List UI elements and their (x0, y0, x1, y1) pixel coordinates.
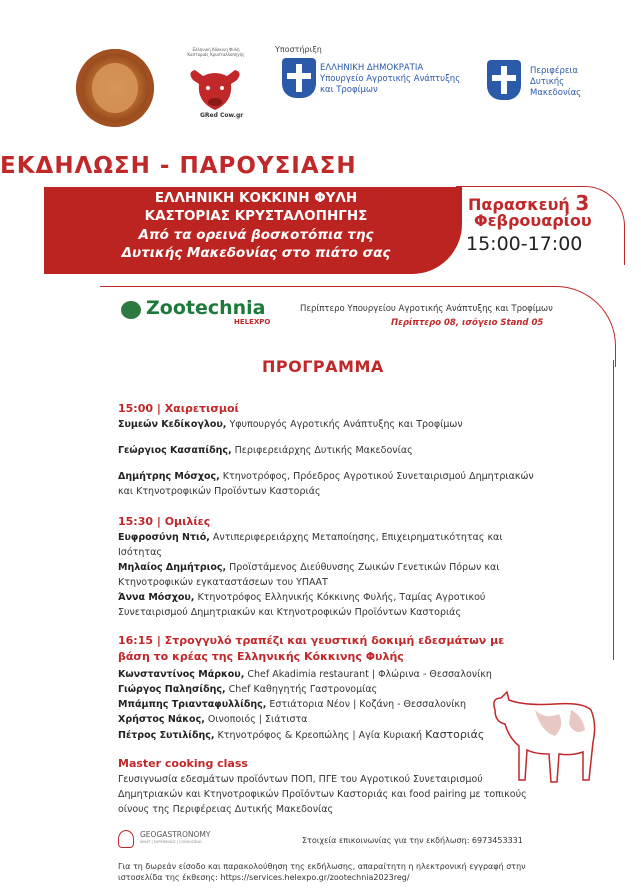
event-title: ΕΚΔΗΛΩΣΗ - ΠΑΡΟΥΣΙΑΣΗ (0, 153, 357, 179)
pavilion-line-2: Περίπτερο 08, ισόγειο Stand 05 (391, 318, 544, 328)
program-entry: Ευφροσύνη Ντιό, Αντιπεριφερειάρχης Μεταποίησης, Επιχειρηματικότητας και Ισότητας (118, 532, 503, 558)
support-label: Υποστήριξη (275, 45, 322, 54)
zootechnia-logo: Zootechnia (146, 297, 266, 319)
program-entry: Γιώργος Παλησίδης, Chef Καθηγητής Γαστρονομίας (118, 684, 378, 695)
helexpo-label: HELEXPO (234, 318, 271, 326)
master-class-text: Γευσιγνωσία εδεσμάτων προϊόντων ΠΟΠ, ΠΓΕ του Αγροτικού Συνεταιρισμού Δημητριακών και Κτηνοτροφικών Προϊόντων Καστοριάς και food pairing με τοπικούς οίνους της Περιφέρειας Δυτικής Μακεδονίας (118, 774, 527, 815)
program-entry: Γεώργιος Κασαπίδης, Περιφερειάρχης Δυτικής Μακεδονίας (118, 445, 413, 456)
program-entry: Κωνσταντίνος Μάρκου, Chef Akadimia restaurant | Φλώρινα - Θεσσαλονίκη (118, 669, 492, 680)
event-day-number: 3 (575, 191, 590, 215)
program-entry: Μπάμπης Τριανταφυλλίδης, Εστιάτορια Νέον | Κοζάνη - Θεσσαλονίκη (118, 699, 467, 710)
program-entry: Μηλαίος Δημήτριος, Προϊστάμενος Διεύθυνσης Ζωικών Γενετικών Πόρων και Κτηνοτροφικών εγκαταστάσεων του ΥΠΑΑΤ (118, 562, 500, 588)
banner-line-3: Από τα ορεινά βοσκοτόπια της (138, 227, 374, 243)
program-entry: Δημήτρης Μόσχος, Κτηνοτρόφος, Πρόεδρος Αγροτικού Συνεταιρισμού Δημητριακών και Κτηνοτροφικών Προϊόντων Καστοριάς (118, 471, 534, 497)
program-entry: Πέτρος Συτιλίδης, Κτηνοτρόφος & Κρεοπώλης | Αγία Κυριακή Καστοριάς (118, 728, 485, 741)
event-time: 15:00-17:00 (466, 233, 583, 255)
geogastronomy-name: GEOGASTRONOMY (140, 830, 211, 839)
ministry-name: ΕΛΛΗΝΙΚΗ ΔΗΜΟΚΡΑΤΙΑ Υπουργείο Αγροτικής Ανάπτυξης και Τροφίμων (320, 63, 461, 95)
greek-republic-crest (282, 58, 316, 98)
program-entry: Χρήστος Νάκος, Οινοποιός | Σιάτιστα (118, 714, 308, 725)
section-greetings-title: 15:00 | Χαιρετισμοί (118, 402, 239, 415)
geogastronomy-icon (118, 830, 134, 848)
program-frame-right (613, 360, 614, 660)
zootechnia-icon (121, 301, 141, 319)
pavilion-line-1: Περίπτερο Υπουργείου Αγροτικής Ανάπτυξης και Τροφίμων (300, 304, 553, 314)
region-name: Περιφέρεια Δυτικής Μακεδονίας (530, 66, 582, 98)
master-class-title: Master cooking class (118, 757, 248, 770)
banner-line-2: ΚΑΣΤΟΡΙΑΣ ΚΡΥΣΤΑΛΟΠΗΓΗΣ (144, 208, 368, 224)
contact-info: Στοιχεία επικοινωνίας για την εκδήλωση: 6973453331 (302, 836, 523, 845)
program-entry: Συμεών Κεδίκογλου, Υφυπουργός Αγροτικής Ανάπτυξης και Τροφίμων (118, 419, 463, 430)
banner-line-4: Δυτικής Μακεδονίας στο πιάτο σας (121, 245, 391, 261)
program-heading: ΠΡΟΓΡΑΜΜΑ (262, 357, 384, 376)
section-roundtable-title: 16:15 | Στρογγυλό τραπέζι και γευστική δοκιμή εδεσμάτων με βάση το κρέας της Ελληνικής Κόκκινης Φυλής (118, 634, 505, 663)
cooperative-seal-logo (76, 49, 154, 127)
cow-brand: GRed Cow.gr (200, 112, 244, 119)
section-talks-title: 15:30 | Ομιλίες (118, 515, 211, 528)
geogastronomy-tagline: WHAT | EXPERIENCE | CONSULTING (140, 840, 202, 844)
cow-logo-caption: Ελληνική Κόκκινη Φυλή Καστοριάς Κρυσταλλοπηγής (187, 47, 245, 57)
registration-note: Για τη δωρεάν είσοδο και παρακολούθηση της εκδήλωσης, απαραίτητη η ηλεκτρονική εγγραφή στην ιστοσελίδα της έκθεσης: https://services.helexpo.gr/zootechnia2023reg/ (118, 862, 526, 882)
program-entry: Άννα Μόσχου, Κτηνοτρόφος Ελληνικής Κόκκινης Φυλής, Ταμίας Αγροτικού Συνεταιρισμού Δημητριακών και Κτηνοτροφικών Προϊόντων Καστοριάς (118, 592, 486, 618)
event-month: Φεβρουαρίου (474, 211, 592, 230)
event-day: Παρασκευή 3 (468, 191, 590, 215)
banner-line-1: ΕΛΛΗΝΙΚΗ ΚΟΚΚΙΝΗ ΦΥΛΗ (154, 190, 358, 206)
region-crest (487, 60, 521, 100)
